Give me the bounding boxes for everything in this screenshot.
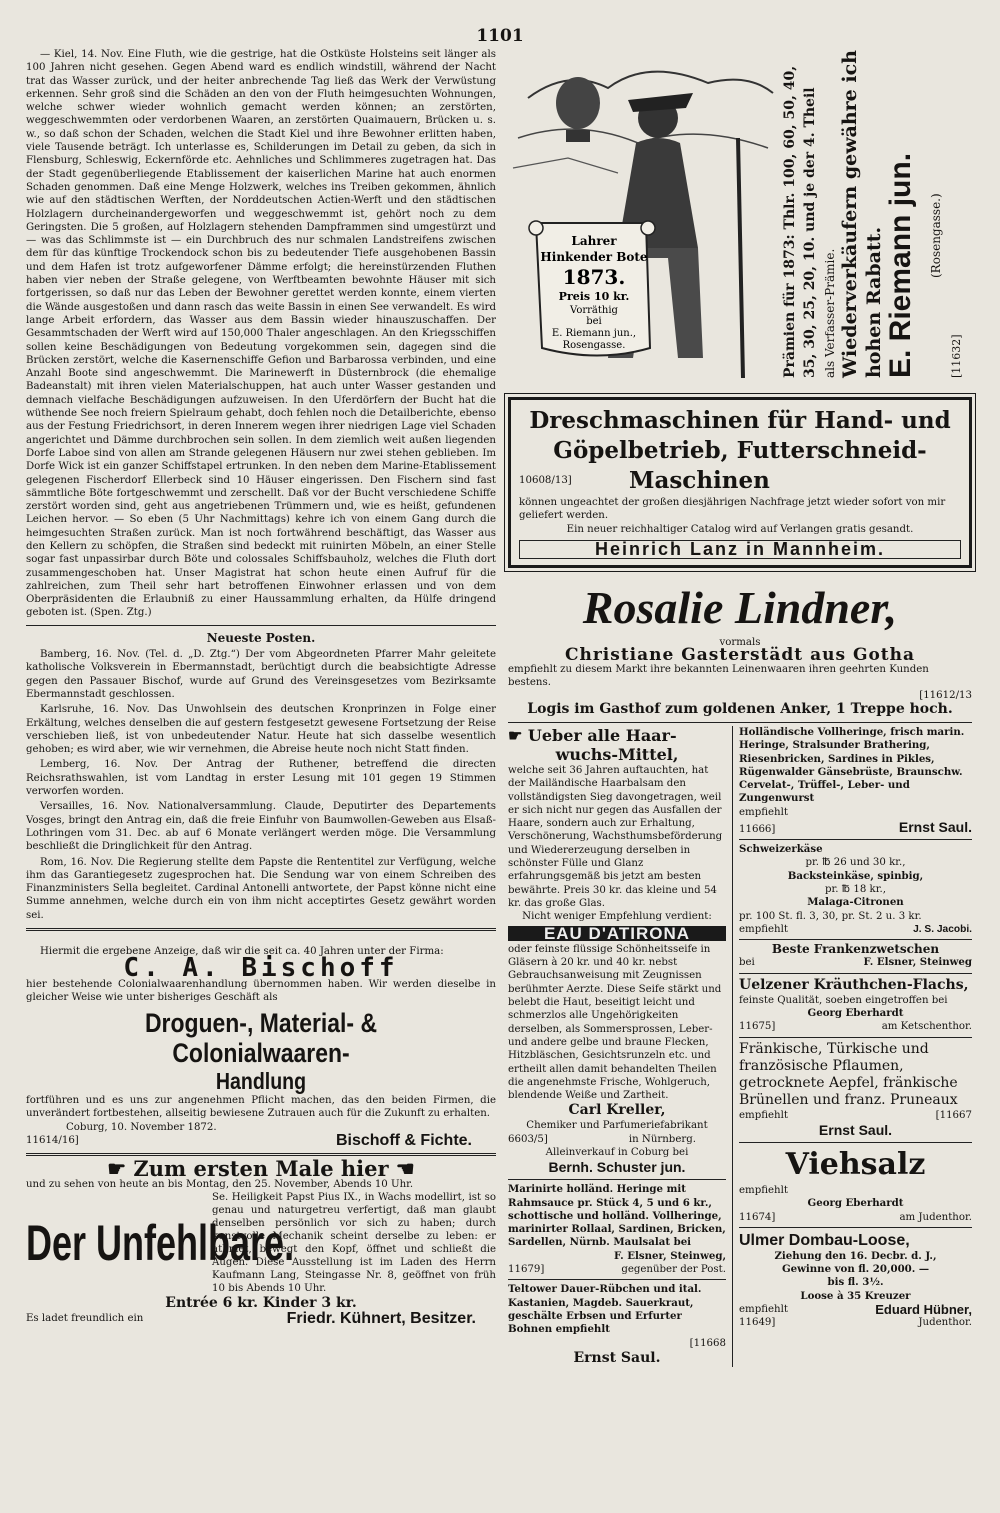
divider [26,928,496,931]
calendar-scroll-year: 1873. [562,265,626,289]
kaese-seller: J. S. Jacobi. [913,923,972,935]
heringe-ad [508,1183,726,1276]
zwetschen-line1: Beste Frankenzwetschen [771,942,940,957]
lanz-ref: 10608/13] [519,475,572,487]
zwetschen-ad [739,943,972,970]
uelzen-addr: am Ketschenthor. [881,1021,972,1033]
heringe-ref: 11679] [508,1264,545,1276]
kaese-ad [739,843,972,936]
bischoff-headline2: Handlung [215,1068,307,1095]
haar-seller: Bernh. Schuster jun. [548,1159,686,1176]
divider [739,839,972,840]
prize-line: 35, 30, 25, 20, 10. und je der 4. Theil [802,87,818,378]
calendar-scroll-line: Lahrer [571,234,617,248]
pointing-hand-icon: ☛ [107,1156,127,1182]
lanz-ad [508,397,972,568]
small-ads [508,726,972,1367]
kaese-line4: pr. ℔ 18 kr., [825,883,886,895]
divider [508,722,972,723]
page-number: 1101 [476,26,524,46]
viehsalz-title: Viehsalz [785,1146,926,1182]
franken-seller: Ernst Saul. [818,1121,893,1138]
teltower-ref: [11668 [689,1337,726,1349]
haar-chem-ref: 6603/5] [508,1133,548,1145]
divider [739,1227,972,1228]
bischoff-ref: 11614/16] [26,1135,79,1147]
heringe-text: Marinirte holländ. Heringe mit Rahmsauce pr. Stück 4, 5 und 6 kr., schottische und holländ. Vollheringe, marinirter Rollaal, Sardinen, Bricken, Sardellen, Nürnb. Maulsalat bei [508,1183,726,1249]
calendar-scroll-line: Hinkender Bote [540,250,648,264]
saul-block-seller: Ernst Saul. [898,819,972,836]
ulmer-empf: empfiehlt [739,1303,788,1315]
unfehlbare-text: Se. Heiligkeit Papst Pius IX., in Wachs modellirt, ist so genau und naturgetreu verfertigt, daß man glaubt denselben persönlich vor sich zu haben; durch kunstvolle Mechanik scheint derselbe zu leben: er athmet, bewegt den Kopf, öffnet und schließt die Augen. Diese Ausstellung ist im Laden des Herrn Kaufmann Lang, Steingasse Nr. 8, geöffnet von früh 10 bis Abends 10 Uhr. [212,1191,496,1294]
divider [739,973,972,974]
unfehlbare-owner: Friedr. Kühnert, Besitzer. [286,1309,476,1327]
kaese-line1: Schweizerkäse [739,843,823,856]
franken-empf: empfiehlt [739,1109,788,1121]
bischoff-headline1: Droguen-, Material- & Colonialwaaren- [144,1008,378,1069]
small-ads-right [739,726,972,1367]
lanz-text2: Ein neuer reichhaltiger Catalog wird auf Verlangen gratis gesandt. [566,523,914,535]
franken-ad [739,1041,972,1139]
rabatt-line: Wiederverkäufern gewähre ich [839,50,861,378]
kaese-line2: pr. ℔ 26 und 30 kr., [805,857,906,869]
viehsalz-empf: empfiehlt [739,1184,788,1196]
divider [508,1279,726,1280]
lanz-text1: können ungeachtet der großen diesjährigen Nachfrage jetzt wieder sofort von mir geliefert werden. [519,497,946,522]
heringe-seller: F. Elsner, Steinweg, [613,1249,726,1262]
unfehlbare-prices: Entrée 6 kr. Kinder 3 kr. [165,1294,357,1311]
ulmer-addr: Judenthor. [918,1317,972,1329]
haar-warn: Nicht weniger Empfehlung verdient: [522,911,712,923]
viehsalz-addr: am Judenthor. [899,1211,972,1223]
bischoff-signature: Bischoff & Fichte. [335,1132,472,1150]
heringe-addr: gegenüber der Post. [621,1264,726,1276]
prize-line: als Verfasser-Prämie. [823,248,837,378]
uelzen-seller: Georg Eberhardt [807,1007,904,1020]
zwetschen-bei: bei [739,957,755,969]
riemann-name: E. Riemann jun. [884,152,917,378]
riemann-address: (Rosengasse.) [929,193,943,278]
rabatt-line: hohen Rabatt. [863,226,885,378]
small-ads-left [508,726,733,1367]
saul-block-text: Holländische Vollheringe, frisch marin. Heringe, Stralsunder Brathering, Riesenbricken, Sardines in Pikles, Rügenwalder Gänsebrüste, Braunschw. Cervelat-, Trüffel-, Leber- und Zungenwurst [739,725,965,805]
hinkender-bote-illustration [508,48,778,383]
ulmer-seller: Eduard Hübner, [875,1301,972,1317]
haar-sale: Alleinverkauf in Coburg bei [545,1146,689,1158]
lindner-gast: Christiane Gasterstädt aus Gotha [564,645,916,666]
franken-text: Fränkische, Türkische und französische Pflaumen, getrocknete Aepfel, fränkische Brünellen und franz. Pruneaux [739,1040,958,1108]
calendar-vertical-text [778,48,968,383]
unfehlbare-heading: ☛ Zum ersten Male hier ☚ [107,1156,415,1182]
calendar-scroll-line: Preis 10 kr. [558,290,630,303]
teltower-ad [508,1283,726,1366]
neueste-heading: Neueste Posten. [206,630,316,645]
viehsalz-ad [739,1146,972,1224]
lindner-vormals: vormals [719,637,761,649]
ulmer-title: Ulmer Dombau-Loose, [739,1231,910,1249]
bischoff-place-date: Coburg, 10. November 1872. [66,1121,217,1133]
kaese-line3: Backsteinkäse, spinbig, [787,869,924,882]
lindner-text: empfiehlt zu diesem Markt ihre bekannten Leinenwaaren ihren geehrten Kunden bestens. [508,663,929,689]
lanz-line2: Göpelbetrieb, Futterschneid- [553,437,927,464]
bischoff-text1: hier bestehende Colonialwaarenhandlung übernommen haben. Wir werden dieselbe in gleicher Weise wie unter bisheriges Geschäft als [26,978,496,1003]
viehsalz-seller: Georg Eberhardt [807,1197,904,1210]
divider [26,625,496,626]
ulmer-ref: 11649] [739,1317,776,1329]
saul-block-ref: 11666] [739,823,776,835]
prize-line: Prämien für 1873: Thlr. 100, 60, 50, 40, [782,65,798,378]
ulmer-line4: Loose à 35 Kreuzer [800,1289,911,1302]
teltower-text: Teltower Dauer-Rübchen und ital. Kastanien, Magdeb. Sauerkraut, geschälte Erbsen und Erfurter Bohnen empfiehlt [508,1283,702,1336]
calendar-scroll-line: Rosengasse. [562,340,626,351]
ulmer-ad [739,1231,972,1330]
eau-datirona: EAU D'ATIRONA [508,926,726,941]
calendar-scroll-line: E. Riemann jun., [551,328,637,339]
kiel-article: — Kiel, 14. Nov. Eine Fluth, wie die gestrige, hat die Ostküste Holsteins seit länger als 100 Jahren nicht gesehen. Gegen Abend ward es endlich windstill, während der Nacht trat das Wasser zurück, und der heiter anbrechende Tag ließ das Werk der Verwüstung erkennen. Sehr groß sind die Schäden an den von der Fluth heimgesuchten Wohnungen, welche schwer wieder wohnlich gemacht werden können; an zerstörten, weggeschwemmten oder verdorbenen Waaren, an zerstörten Quaimauern, Brücken u. s. w., so daß schon der Schaden, welchen die Stadt Kiel und ihre Bewohner erlitten haben, viele Tausende beträgt. Ich unterlasse es, Schilderungen im Detail zu geben, da sich in Flensburg, Schleswig, Eckernförde etc. Aehnliches und Schlimmeres zugetragen hat. Das der Stadt gegenüberliegende Etablissement der kaiserlichen Marine hat auch enormen Schaden genommen. Daß eine Menge Holzwerk, welches ins Treiben gekommen, ähnlich wie auf den städtischen Werften, der Norddeutschen Actien-Werft und den städtischen Holzlagern durcheinandergeworfen und weggeschwemmt ist, gehört noch zu dem Geringsten. Die 5 großen, auf Holzlagern stehenden Dampframmen sind umgestürzt und — was das Schlimmste ist — ein Durchbruch des nur schmalen Landstreifens zwischen dem für das künftige Trockendock schon bis zu bedeutender Tiefe ausgehobenen Bassin und dem Hafen ist trotz aufgeworfener Dämme erfolgt; die hereinstürzenden Fluthen haben vier neben der Straße gelegene, von Werftbeamten bewohnte Häuser mit sich fortgerissen, so daß nur das Leben der Bewohner gerettet werden konnte, einem vierten die Wände ausgestoßen und dann rasch das weite Bassin in einen See verwandelt. Es wird lange Arbeit erfordern, das Wasser aus dem Bassin wieder hinauszuschaffen. Der Gesammtschaden der Werft wird auf 150,000 Thaler angeschlagen. An den Kriegsschiffen sollen keine Beschädigungen von Bedeutung vorgekommen sein, dagegen sind die Brücken zerstört, welche die Kasernenschiffe Gefion und Barbarossa verbinden, und eine Anzahl Boote sind angeschwemmt. Die Marinewerft in Düsternbrock (die ehemalige Badeanstalt) mit ihren vielen Materialschuppen, hat auch unter Wasser gestanden und demnach vielfache Beschädigungen aufzuweisen. In den Uferdörfern der Bucht hat die wüthende See noch freiern Spielraum gehabt, doch fehlen noch die Detailberichte, ebenso aus der Festung Friedrichsort, in deren Innerem wegen ihrer niedrigen Lage viel Schaden angerichtet und Dämme durchbrochen sein sollen. In dem ziemlich weit außen liegenden Dorfe Laboe sind von allen am Strande gelegenen Häusern nur zwei stehen geblieben. Im Dorfe Wick ist ein ganzer Schiffstapel ertrunken. In den neben dem Marine-Etablissement gelegenen Fischerdorf Ellerbeck sind 10 Häuser eingerissen. Den Fischern sind fast sämmtliche Böte fortgeschwemmt und zerschellt. Daß vor der Bucht verschiedene Schiffe zerstört worden sind, geht aus angetriebenen Trümmern und, wie es heißt, gefundenen Leichen hervor. — So eben (5 Uhr Nachmittags) kehre ich von einem Gang durch die heimgesuchten Straßen zurück. Man ist noch fortwährend beschäftigt, das Wasser aus den Kellern zu schöpfen, die Straßen sind bedeckt mit ruinirten Möbeln, an einer Stelle sogar fast unpassirbar durch Böte und colossales Schiffsbauholz, welches die Fluth dort zusammengeschoben hat. Unser Magistrat hat schon heute einen Aufruf für die zahlreichen, zum Theil sehr hart betroffenen Einwohner erlassen und von dem Oberpräsidenten die Erlaubniß zu einer Haussammlung erhalten, da Hülfe dringend geboten ist. (Spen. Ztg.) [26,49,496,619]
ulmer-line2: Gewinne von fl. 20,000. — [781,1263,930,1276]
news-bamberg: Bamberg, 16. Nov. (Tel. d. „D. Ztg.“) Der vom Abgeordneten Pfarrer Mahr geleitete katholische Volksverein in Ebermannstadt, berüchtigt durch die beabsichtigte Adresse gegen den Passauer Bischof, wurde auf Grund des Vereinsgesetzes vom Bezirksamte Ebermannstadt geschlossen. [26,649,496,700]
zwetschen-seller: F. Elsner, Steinweg [863,956,972,969]
divider [739,939,972,940]
haar-text1: welche seit 36 Jahren auftauchten, hat der Mailändische Haarbalsam den vollständigsten Sieg davongetragen, weil er sich nicht nur gegen das Ausfallen der Haare, sondern auch zur Erhaltung, Verschönerung, Wachsthumsbeförderung und Wiedererzeugung derselben in schönster Fülle und Glanz erfahrungsgemäß bis jetzt am besten bewährte. Preis 30 kr. das kleine und 54 kr. das große Glas. [508,764,723,909]
ulmer-line1: Ziehung den 16. Decbr. d. J., [774,1249,937,1262]
haar-chem-place: in Nürnberg. [628,1133,696,1145]
lanz-line1: Dreschmaschinen für Hand- und [529,407,951,434]
kaese-line6: pr. 100 St. fl. 3, 30, pr. St. 2 u. 3 kr. [739,910,922,922]
saul-block-ad [739,726,972,836]
uelzen-line2: feinste Qualität, soeben eingetroffen bei [739,994,948,1006]
divider [739,1142,972,1143]
pointing-hand-icon: ☚ [395,1156,415,1182]
uelzen-ref: 11675] [739,1021,776,1033]
news-versailles: Versailles, 16. Nov. Nationalversammlung. Claude, Deputirter des Departements Vosges, bringt den Antrag ein, daß die freie Einfuhr von Baumwollen-Geweben aus Elsaß-Lothringen vom 31. Dec. ab auf 6 Monate verlängert werden möge. Die Versammlung beschließt die Dringlichkeit für den Antrag. [26,801,496,853]
haar-text2: oder feinste flüssige Schönheitsseife in Gläsern à 20 kr. und 40 kr. nebst Gebrauchsanweisung mit Zeugnissen berühmter Aerzte. Diese Seife stärkt und belebt die Haut, beseitigt leicht und schmerzlos alle Ungehörigkeiten derselben, als Sommersprossen, Leber- und andere gelbe und braune Flecken, Hitzbläschen, Gesichtsrunzeln etc. und ertheilt allen damit behandelten Theilen die angenehmste Frische, Wohlgeruch, blendende Weiße und Zartheit. [508,943,722,1102]
haar-heading: ☛ Ueber alle Haar- [508,725,677,745]
lindner-logis: Logis im Gasthof zum goldenen Anker, 1 Treppe hoch. [527,700,953,717]
lanz-line3: Maschinen [629,467,770,494]
news-karlsruhe: Karlsruhe, 16. Nov. Das Unwohlsein des deutschen Kronprinzen in Folge einer Erkältung, welches denselben die auf gestern festgesetzt gewesene Fortsetzung der Reise verschieben ließ, ist von unbedeutender Natur. Heute hat sich dasselbe wesentlich gehoben; es wird aber, wie wir vernehmen, die Abreise heute noch nicht Statt finden. [26,704,496,756]
bischoff-text2: fortführen und es uns zur angenehmen Pflicht machen, das den beiden Firmen, die unverändert fortbestehen, allseitig bewiesene Zutrauen auch für die Zukunft zu erhalten. [26,1095,496,1120]
lindner-ad [508,580,972,716]
right-column [508,48,972,1367]
news-rom: Rom, 16. Nov. Die Regierung stellte dem Papste die Rententitel zur Verfügung, welche ihm das Garantiegesetz zugesprochen hat. Die Sendung war von einem Schreiben des Finanzministers Sella begleitet. Cardinal Antonelli antwortete, der Papst könne nicht eine Summe annehmen, welche durch ein von ihm nicht acceptirtes Gesetz gewährt worden sei. [26,856,496,921]
lanz-name: Heinrich Lanz in Mannheim. [519,540,961,559]
kaese-line5: Malaga-Citronen [807,896,904,909]
unfehlbare-intro: und zu sehen von heute an bis Montag, den 25. November, Abends 10 Uhr. [26,1178,414,1190]
saul-block-empf: empfiehlt [739,806,788,818]
calendar-scroll-line: bei [586,316,602,327]
calendar-ad [508,48,972,383]
divider [508,1179,726,1180]
lindner-ref: [11612/13 [919,690,972,702]
bischoff-firm: C. A. Bischoff [123,953,399,984]
calendar-ref: [11632] [950,334,963,378]
ulmer-line3: bis fl. 3½. [827,1276,884,1289]
teltower-seller: Ernst Saul. [573,1349,661,1366]
uelzen-ad [739,977,972,1034]
franken-ref: [11667 [935,1109,972,1121]
news-lemberg: Lemberg, 16. Nov. Der Antrag der Ruthener, betreffend die directen Reichsrathswahlen, ist vom Landtag in erster Lesung mit 101 gegen 19 Stimmen verworfen worden. [26,759,496,798]
unfehlbare-closing: Es ladet freundlich ein [26,1312,144,1324]
calendar-scroll-line: Vorräthig [570,305,618,316]
unfehlbare-title: Der Unfehlbare. [26,1214,295,1271]
bischoff-intro: Hiermit die ergebene Anzeige, daß wir die seit ca. 40 Jahren unter der Firma: [40,946,444,957]
lindner-name: Rosalie Lindner, [582,582,898,634]
haar-heading2: wuchs-Mittel, [555,744,679,764]
haar-chem: Carl Kreller, [568,1102,666,1119]
uelzen-line1: Uelzener Kräuthchen-Flachs, [739,976,969,993]
left-column [26,48,496,1325]
divider [739,1037,972,1038]
unfehlbare-ad [26,1156,496,1327]
kaese-empf: empfiehlt [739,923,788,935]
bischoff-ad [26,945,496,1150]
haar-chem-title: Chemiker und Parfumeriefabrikant [526,1120,708,1132]
pointing-hand-icon: ☛ [508,725,528,745]
viehsalz-ref: 11674] [739,1211,776,1223]
